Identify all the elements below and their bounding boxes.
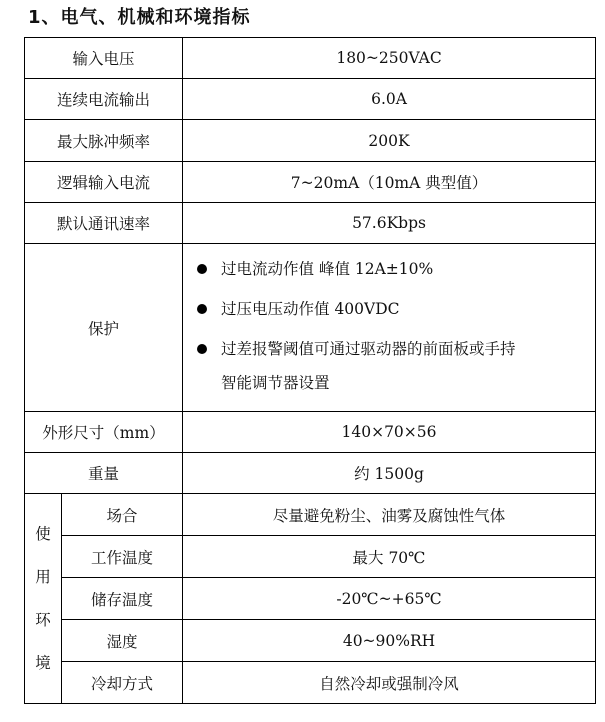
table-row xyxy=(25,162,596,203)
env-label: 湿度 xyxy=(62,620,183,662)
protection-item: 过压电压动作值 400VDC xyxy=(221,300,400,318)
bullet-icon xyxy=(197,304,207,314)
row-label: 默认通讯速率 xyxy=(25,203,183,244)
section-heading: 1、电气、机械和环境指标 xyxy=(28,7,251,28)
env-label: 冷却方式 xyxy=(62,662,183,704)
protection-item-continuation: 智能调节器设置 xyxy=(221,374,330,392)
row-label: 逻辑输入电流 xyxy=(25,162,183,203)
list-item xyxy=(195,289,589,329)
row-label: 连续电流输出 xyxy=(25,79,183,120)
env-label: 储存温度 xyxy=(62,578,183,620)
env-label: 工作温度 xyxy=(62,536,183,578)
list-item xyxy=(195,329,589,369)
row-value: 180~250VAC xyxy=(183,38,596,79)
table-row xyxy=(25,494,596,536)
row-label: 外形尺寸（mm） xyxy=(25,412,183,453)
table-row xyxy=(25,536,596,578)
env-value: 40~90%RH xyxy=(183,620,596,662)
row-value: 6.0A xyxy=(183,79,596,120)
env-value: 最大 70℃ xyxy=(183,536,596,578)
protection-list xyxy=(195,249,589,369)
protection-item: 过电流动作值 峰值 12A±10% xyxy=(221,260,434,278)
spec-table xyxy=(24,37,596,704)
row-value: 约 1500g xyxy=(183,453,596,494)
table-row xyxy=(25,453,596,494)
row-value: 7~20mA（10mA 典型值） xyxy=(183,162,596,203)
protection-list-cell xyxy=(183,244,596,412)
table-row xyxy=(25,662,596,704)
env-value: 自然冷却或强制冷风 xyxy=(183,662,596,704)
bullet-icon xyxy=(197,344,207,354)
group-char: 境 xyxy=(35,653,51,672)
row-label: 输入电压 xyxy=(25,38,183,79)
protection-item: 过差报警阈值可通过驱动器的前面板或手持 xyxy=(221,340,516,358)
row-value: 200K xyxy=(183,120,596,162)
group-char: 使 xyxy=(35,524,51,543)
table-row xyxy=(25,38,596,79)
group-char: 用 xyxy=(35,567,51,586)
env-value: 尽量避免粉尘、油雾及腐蚀性气体 xyxy=(183,494,596,536)
env-value: -20℃~+65℃ xyxy=(183,578,596,620)
table-row xyxy=(25,203,596,244)
table-row xyxy=(25,578,596,620)
env-label: 场合 xyxy=(62,494,183,536)
group-char: 环 xyxy=(35,610,51,629)
protection-label: 保护 xyxy=(25,244,183,412)
row-label: 最大脉冲频率 xyxy=(25,120,183,162)
table-row xyxy=(25,120,596,162)
table-row xyxy=(25,79,596,120)
table-row xyxy=(25,412,596,453)
row-label: 重量 xyxy=(25,453,183,494)
table-row xyxy=(25,620,596,662)
list-item xyxy=(195,249,589,289)
bullet-icon xyxy=(197,264,207,274)
row-value: 140×70×56 xyxy=(183,412,596,453)
environment-group-label xyxy=(25,494,62,704)
table-row xyxy=(25,244,596,412)
row-value: 57.6Kbps xyxy=(183,203,596,244)
